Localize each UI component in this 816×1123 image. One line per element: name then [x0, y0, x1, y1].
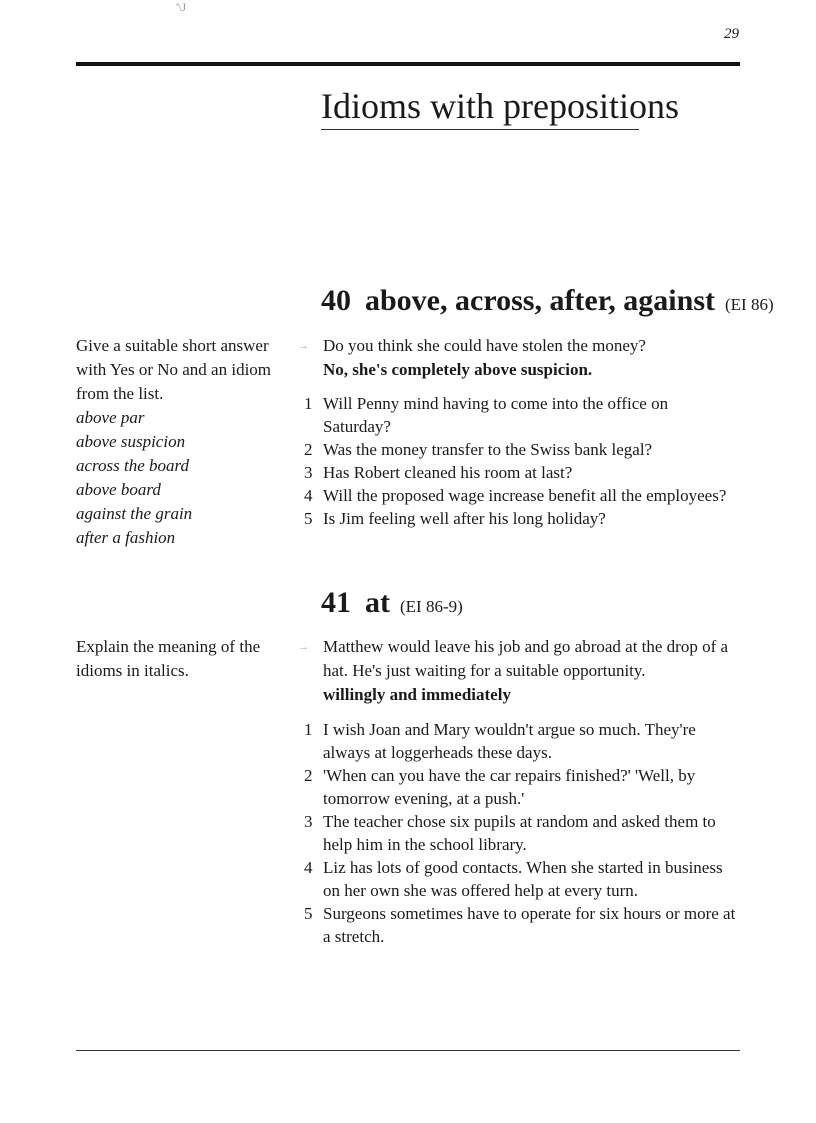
example-arrow-icon: →	[298, 641, 309, 653]
unit-40-example	[298, 334, 738, 382]
unit-40-questions	[298, 392, 738, 530]
list-item	[298, 764, 738, 810]
list-item	[298, 484, 738, 507]
list-item	[298, 902, 738, 948]
item-text: Surgeons sometimes have to operate for six hours or more at a stretch.	[323, 904, 736, 946]
item-text: Will the proposed wage increase benefit all the employees?	[323, 486, 727, 505]
item-text: I wish Joan and Mary wouldn't argue so much. They're always at loggerheads these days.	[323, 720, 696, 762]
idiom-item: after a fashion	[76, 528, 176, 547]
title-underline	[321, 129, 639, 130]
list-item	[298, 718, 738, 764]
item-text: Liz has lots of good contacts. When she started in business on her own she was offered help at every turn.	[323, 858, 723, 900]
item-number: 3	[304, 812, 313, 831]
list-item	[298, 856, 738, 902]
item-number: 4	[304, 858, 313, 877]
unit-title: above, across, after, against	[365, 284, 715, 317]
item-text: Was the money transfer to the Swiss bank legal?	[323, 440, 653, 459]
bottom-rule	[76, 1050, 740, 1051]
unit-number: 40	[321, 284, 351, 317]
example-question: Do you think she could have stolen the money?	[323, 336, 646, 355]
idiom-list	[76, 406, 286, 550]
unit-41-example	[298, 635, 738, 707]
chapter-title: Idioms with prepositions	[321, 86, 679, 126]
unit-reference: (EI 86-9)	[400, 597, 463, 616]
idiom-item: against the grain	[76, 504, 193, 523]
unit-41-instruction: Explain the meaning of the idioms in italics.	[76, 637, 261, 680]
example-arrow-icon: →	[298, 340, 309, 352]
item-number: 3	[304, 463, 313, 482]
item-number: 2	[304, 440, 313, 459]
list-item	[298, 392, 738, 438]
unit-number: 41	[321, 586, 351, 619]
unit-title: at	[365, 586, 390, 619]
item-number: 1	[304, 394, 313, 413]
item-text: Is Jim feeling well after his long holiday?	[323, 509, 606, 528]
item-text: The teacher chose six pupils at random and asked them to help him in the school library.	[323, 812, 716, 854]
list-item	[298, 810, 738, 856]
example-answer: No, she's completely above suspicion.	[323, 360, 593, 379]
item-number: 5	[304, 904, 313, 923]
example-answer: willingly and immediately	[323, 685, 511, 704]
idiom-item: above par	[76, 408, 145, 427]
idiom-item: across the board	[76, 456, 190, 475]
unit-40-instruction: Give a suitable short answer with Yes or No and an idiom from the list.	[76, 336, 272, 403]
item-number: 5	[304, 509, 313, 528]
unit-40-heading	[321, 283, 774, 323]
item-text: Has Robert cleaned his room at last?	[323, 463, 573, 482]
unit-reference: (EI 86)	[724, 295, 774, 314]
item-number: 2	[304, 766, 313, 785]
idiom-item: above suspicion	[76, 432, 186, 451]
list-item	[298, 461, 738, 484]
unit-41-questions	[298, 718, 738, 948]
example-question: Matthew would leave his job and go abroad at the drop of a hat. He's just waiting for a suitable opportunity.	[323, 637, 729, 680]
item-number: 1	[304, 720, 313, 739]
item-text: 'When can you have the car repairs finished?' 'Well, by tomorrow evening, at a push.'	[323, 766, 696, 808]
item-text: Will Penny mind having to come into the office on Saturday?	[323, 394, 669, 436]
item-number: 4	[304, 486, 313, 505]
top-rule	[76, 62, 740, 66]
unit-41-heading	[321, 585, 463, 625]
list-item	[298, 507, 738, 530]
corner-mark: '\J	[176, 0, 187, 14]
list-item	[298, 438, 738, 461]
page-number: 29	[724, 26, 739, 42]
unit-40-instruction-block	[76, 334, 286, 550]
idiom-item: above board	[76, 480, 161, 499]
